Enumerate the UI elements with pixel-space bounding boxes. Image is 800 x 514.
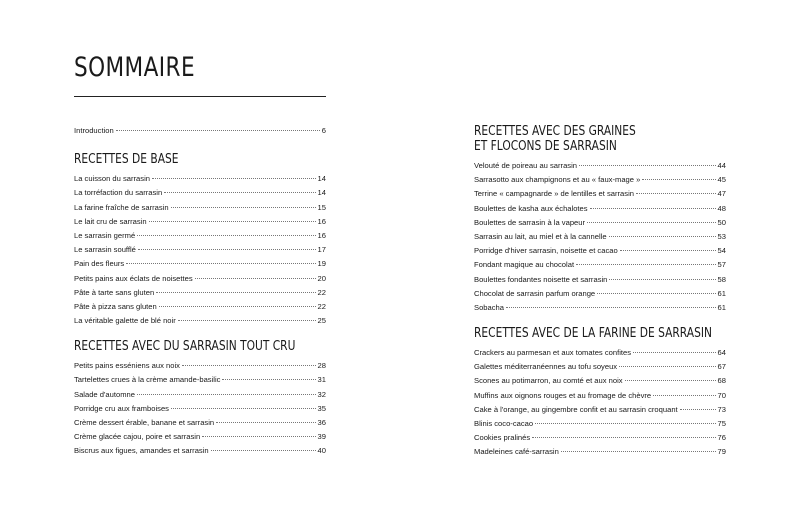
leader-dots (532, 437, 715, 438)
toc-entry-label: Boulettes de kasha aux échalotes (474, 203, 588, 213)
toc-entry[interactable] (474, 360, 726, 374)
toc-entry-label: Crème glacée cajou, poire et sarrasin (74, 432, 201, 442)
toc-entry[interactable] (74, 229, 326, 243)
toc-entry-page: 53 (717, 231, 726, 241)
toc-entry-label: Galettes méditerranéennes au tofu soyeux (474, 362, 618, 372)
leader-dots (216, 422, 315, 423)
toc-entry-label: Introduction (74, 126, 114, 135)
toc-entry-label: Velouté de poireau au sarrasin (474, 161, 578, 170)
toc-section (74, 339, 326, 458)
toc-entry-label: Madeleines café-sarrasin (474, 447, 559, 457)
toc-entry-label: Pain des fleurs (74, 259, 125, 269)
toc-entry[interactable] (74, 300, 326, 314)
toc-entry[interactable] (74, 243, 326, 257)
toc-entry-page: 70 (717, 390, 726, 400)
toc-entry[interactable] (474, 431, 726, 445)
toc-entry-page: 16 (317, 216, 326, 226)
section-heading-line: ET FLOCONS DE SARRASIN (474, 139, 617, 154)
toc-entry[interactable] (474, 346, 726, 360)
toc-entry[interactable] (474, 216, 726, 230)
toc-entry-page: 58 (717, 274, 726, 284)
leader-dots (590, 208, 716, 209)
page-title: SOMMAIRE (74, 52, 195, 83)
toc-entry[interactable] (474, 230, 726, 244)
toc-left-column (74, 124, 326, 459)
toc-entry[interactable] (74, 430, 326, 444)
toc-entry-label: Salade d'automne (74, 389, 135, 399)
toc-entry[interactable] (74, 444, 326, 458)
section-heading: RECETTES AVEC DU SARRASIN TOUT CRU (74, 339, 296, 355)
leader-dots (579, 165, 716, 166)
toc-entry-page: 25 (317, 316, 326, 326)
leader-dots (633, 352, 716, 353)
leader-dots (195, 278, 316, 279)
toc-entry[interactable] (74, 172, 326, 186)
toc-entry-page: 6 (321, 126, 326, 135)
leader-dots (576, 264, 715, 265)
leader-dots (620, 250, 716, 251)
toc-entry[interactable] (74, 257, 326, 271)
leader-dots (164, 192, 315, 193)
section-heading (474, 326, 712, 342)
leader-dots (159, 306, 316, 307)
toc-entry-page: 57 (717, 260, 726, 270)
title-rule (74, 96, 326, 97)
toc-entry[interactable] (474, 287, 726, 301)
toc-entry-page: 20 (317, 273, 326, 283)
leader-dots (609, 236, 716, 237)
toc-entry-page: 67 (717, 362, 726, 372)
toc-entry-label: Muffins aux oignons rouges et au fromage de chèvre (474, 390, 652, 400)
toc-entry-page: 39 (317, 432, 326, 442)
toc-entry-page: 15 (317, 202, 326, 212)
toc-entry[interactable] (474, 258, 726, 272)
leader-dots (202, 436, 315, 437)
toc-section (74, 152, 326, 328)
leader-dots (619, 366, 715, 367)
toc-entry-page: 54 (717, 246, 726, 256)
leader-dots (116, 130, 320, 131)
toc-entry-label: Pâte à pizza sans gluten (74, 301, 157, 311)
leader-dots (182, 365, 316, 366)
leader-dots (222, 379, 315, 380)
toc-entry-label: Crème dessert érable, banane et sarrasin (74, 418, 215, 427)
toc-entry-page: 31 (317, 375, 326, 385)
toc-entry[interactable] (474, 389, 726, 403)
toc-entry[interactable] (474, 374, 726, 388)
toc-entry-label: Cookies pralinés (474, 433, 531, 443)
toc-entry[interactable] (74, 373, 326, 387)
toc-entry-label: Terrine « campagnarde » de lentilles et sarrasin (474, 189, 634, 199)
toc-entry-page: 28 (317, 361, 326, 371)
toc-entry-label: Crackers au parmesan et aux tomates confites (474, 348, 632, 358)
toc-entry-page: 22 (317, 287, 326, 297)
toc-entry[interactable] (74, 416, 326, 430)
toc-entry[interactable] (474, 417, 726, 431)
leader-dots (152, 178, 316, 179)
toc-right-column (474, 124, 726, 460)
toc-entry-page: 22 (317, 301, 326, 311)
toc-entry[interactable] (474, 173, 726, 187)
toc-entry-page: 14 (317, 188, 326, 198)
toc-entry[interactable] (474, 202, 726, 216)
leader-dots (625, 380, 716, 381)
leader-dots (535, 423, 715, 424)
leader-dots (211, 450, 316, 451)
toc-entry-page: 14 (317, 174, 326, 184)
toc-entry-label: Porridge cru aux framboises (74, 403, 169, 413)
toc-entry[interactable] (474, 187, 726, 201)
toc-entry[interactable] (74, 215, 326, 229)
toc-entry[interactable] (74, 201, 326, 215)
toc-entry[interactable] (74, 388, 326, 402)
toc-entry-page: 44 (717, 161, 726, 170)
section-heading-line: RECETTES AVEC DES GRAINES (474, 124, 636, 139)
leader-dots (149, 221, 316, 222)
toc-entry[interactable] (74, 286, 326, 300)
toc-section (474, 326, 726, 460)
toc-entry[interactable] (474, 273, 726, 287)
leader-dots (680, 409, 716, 410)
toc-entry-label: Sarrasotto aux champignons et au « faux-mage » (474, 175, 641, 185)
toc-entry-label: Boulettes de sarrasin à la vapeur (474, 217, 586, 227)
leader-dots (561, 451, 716, 452)
toc-entry-label: Chocolat de sarrasin parfum orange (474, 288, 596, 298)
toc-entry-label: Cake à l'orange, au gingembre confit et au sarrasin croquant (474, 404, 678, 414)
toc-section (474, 124, 726, 315)
toc-entry-label: Le sarrasin germé (74, 230, 136, 240)
toc-entry-label: Boulettes fondantes noisette et sarrasin (474, 274, 608, 284)
toc-entry-page: 35 (317, 403, 326, 413)
toc-entry[interactable] (474, 244, 726, 258)
toc-entry-page: 45 (717, 175, 726, 185)
toc-entry-page: 47 (717, 189, 726, 199)
toc-entry-label: Porridge d'hiver sarrasin, noisette et cacao (474, 246, 618, 256)
toc-entry-page: 61 (717, 302, 726, 312)
leader-dots (171, 207, 316, 208)
toc-entry-introduction[interactable] (74, 124, 326, 138)
toc-entry-page: 50 (717, 217, 726, 227)
toc-entry-page: 40 (317, 446, 326, 456)
leader-dots (597, 293, 715, 294)
toc-entry[interactable] (74, 314, 326, 328)
leader-dots (653, 395, 715, 396)
leader-dots (506, 307, 716, 308)
toc-entry[interactable] (74, 359, 326, 373)
leader-dots (138, 249, 316, 250)
toc-entry-label: Pâte à tarte sans gluten (74, 287, 155, 297)
leader-dots (137, 394, 316, 395)
section-heading-line: RECETTES AVEC DE LA FARINE DE SARRASIN (474, 326, 712, 342)
leader-dots (156, 292, 315, 293)
toc-entry-page: 17 (317, 245, 326, 255)
toc-entry-page: 19 (317, 259, 326, 269)
toc-entry-label: Sarrasin au lait, au miel et à la cannelle (474, 231, 607, 241)
toc-entry-page: 61 (717, 288, 726, 298)
toc-entry-label: La véritable galette de blé noir (74, 316, 176, 326)
toc-entry-label: Petits pains aux éclats de noisettes (74, 273, 193, 283)
toc-entry-label: La cuisson du sarrasin (74, 174, 150, 184)
leader-dots (171, 408, 316, 409)
toc-entry[interactable] (474, 403, 726, 417)
toc-entry-page: 68 (717, 376, 726, 386)
leader-dots (178, 320, 316, 321)
section-heading: RECETTES DE BASE (74, 152, 179, 168)
leader-dots (609, 279, 715, 280)
toc-entry-label: La farine fraîche de sarrasin (74, 202, 169, 212)
toc-entry-label: Blinis coco-cacao (474, 419, 534, 428)
toc-entry-label: Tartelettes crues à la crème amande-basilic (74, 375, 221, 385)
toc-entry-label: Petits pains esséniens aux noix (74, 361, 180, 371)
toc-entry-page: 76 (717, 433, 726, 443)
toc-entry-page: 16 (317, 230, 326, 240)
toc-entry-label: Le lait cru de sarrasin (74, 216, 147, 226)
toc-entry-label: Biscrus aux figues, amandes et sarrasin (74, 446, 209, 456)
leader-dots (642, 179, 715, 180)
toc-entry-page: 75 (717, 419, 726, 428)
toc-entry-page: 79 (717, 447, 726, 457)
toc-entry-label: Fondant magique au chocolat (474, 260, 575, 270)
toc-entry[interactable] (74, 186, 326, 200)
leader-dots (587, 222, 716, 223)
toc-entry-page: 36 (317, 418, 326, 427)
leader-dots (126, 263, 315, 264)
toc-entry-label: Sobacha (474, 302, 504, 312)
leader-dots (137, 235, 315, 236)
toc-entry-label: La torréfaction du sarrasin (74, 188, 163, 198)
section-heading (474, 124, 681, 154)
toc-entry-label: Le sarrasin soufflé (74, 245, 136, 255)
toc-entry-page: 73 (717, 404, 726, 414)
toc-entry[interactable] (474, 301, 726, 315)
toc-entry[interactable] (474, 159, 726, 173)
toc-entry-page: 64 (717, 348, 726, 358)
toc-entry-page: 32 (317, 389, 326, 399)
leader-dots (636, 193, 716, 194)
toc-entry-label: Scones au potimarron, au comté et aux noix (474, 376, 623, 386)
toc-entry[interactable] (474, 445, 726, 459)
toc-entry-page: 48 (717, 203, 726, 213)
toc-entry[interactable] (74, 272, 326, 286)
toc-entry[interactable] (74, 402, 326, 416)
